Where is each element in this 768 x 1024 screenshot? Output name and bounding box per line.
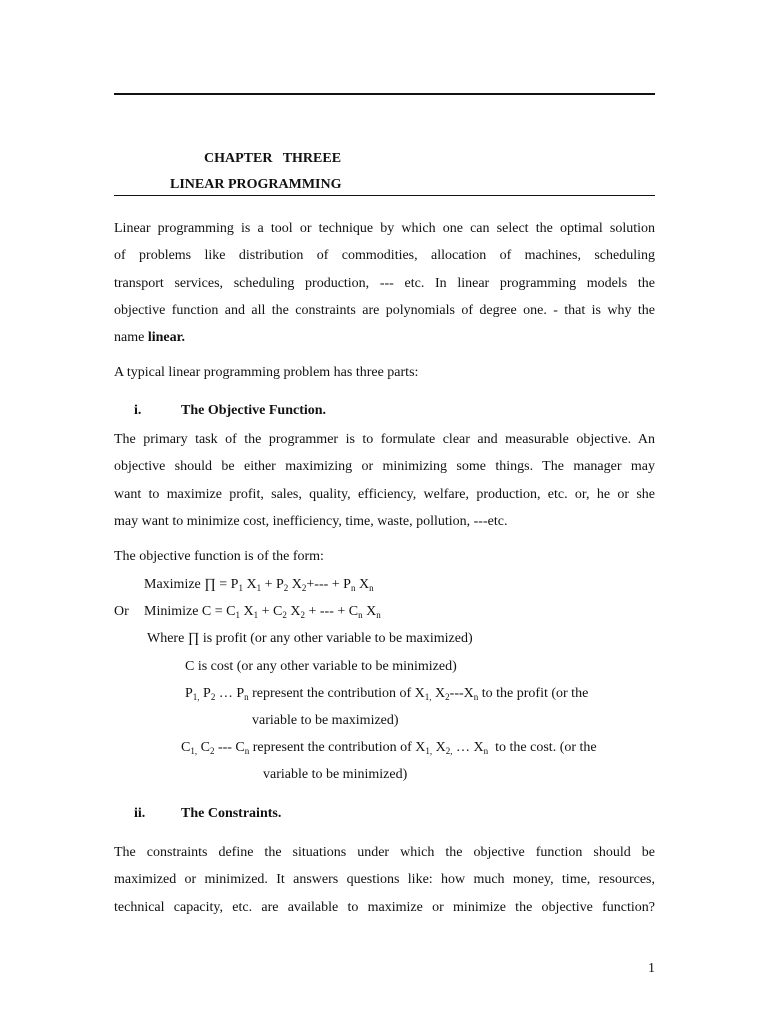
chapter-title: LINEAR PROGRAMMING [170,177,342,192]
c-represent-cont: variable to be minimized) [263,767,408,782]
intro-bold-word: linear. [147,330,186,346]
constraints-paragraph [114,839,655,921]
intro-last-prefix: name [114,330,148,346]
page-number: 1 [648,961,655,976]
p-represent-tail: to the profit (or the [481,686,589,701]
constraints-line: The constraints define the situations under which the objective function should be [114,845,655,860]
section1-heading: The Objective Function. [181,403,327,418]
section1-number: i. [134,403,142,418]
or-label: Or [114,604,129,619]
p-represent-line: $P_{1,}$ $P_2$ … $P_n$ represent the contribution of $X_{1,}$ $X_2---X_n$ to the profit (or the [185,686,589,702]
maximize-formula: Maximize ∏ = $P_1$ $X_1 + P_2$ $X_2+--- + P_n$ $X_n$ [144,577,374,593]
top-rule [114,93,655,95]
constraints-line: technical capacity, etc. are available to maximize or minimize the objective function? [114,899,655,915]
objective-line: want to maximize profit, sales, quality, efficiency, welfare, production, etc. or, he or she [114,486,655,502]
section2-number: ii. [134,806,146,821]
parts-intro: A typical linear programming problem has three parts: [114,365,419,380]
objective-line: The primary task of the programmer is to formulate clear and measurable objective. An [114,432,655,447]
chapter-label: CHAPTER THREEE [204,151,342,166]
where-line: Where ∏ is profit (or any other variable to be maximized) [147,631,473,646]
section2-heading: The Constraints. [181,806,282,821]
form-intro: The objective function is of the form: [114,549,324,564]
intro-last-line [114,324,655,351]
objective-paragraph [114,426,655,535]
intro-line: Linear programming is a tool or technique by which one can select the optimal solution [114,221,655,236]
objective-line: objective should be either maximizing or minimizing some things. The manager may [114,459,655,475]
cost-line: C is cost (or any other variable to be minimized) [185,659,457,674]
c-represent-text: represent the contribution of [252,740,412,755]
constraints-line: maximized or minimized. It answers questions like: how much money, time, resources, [114,872,655,888]
intro-line: transport services, scheduling production, --- etc. In linear programming models the [114,275,655,291]
intro-line: objective function and all the constraints are polynomials of degree one. - that is why the [114,302,655,318]
title-underline [114,195,655,196]
p-represent-cont: variable to be maximized) [252,713,399,728]
intro-line: of problems like distribution of commodities, allocation of machines, scheduling [114,248,655,264]
objective-line: may want to minimize cost, inefficiency, time, waste, pollution, ---etc. [114,513,508,529]
p-represent-text: represent the contribution of [252,686,412,701]
c-represent-line: $C_{1,}$ $C_2$ --- $C_n$ represent the contribution of $X_{1,}$ $X_{2,}$ … $X_n$ to the cost. (or the [181,740,597,756]
c-represent-tail: to the cost. (or the [495,740,597,755]
intro-paragraph [114,215,655,351]
minimize-formula: Minimize $C = C_1$ $X_1 + C_2$ $X_2$ + --- + $C_n$ $X_n$ [144,604,381,620]
